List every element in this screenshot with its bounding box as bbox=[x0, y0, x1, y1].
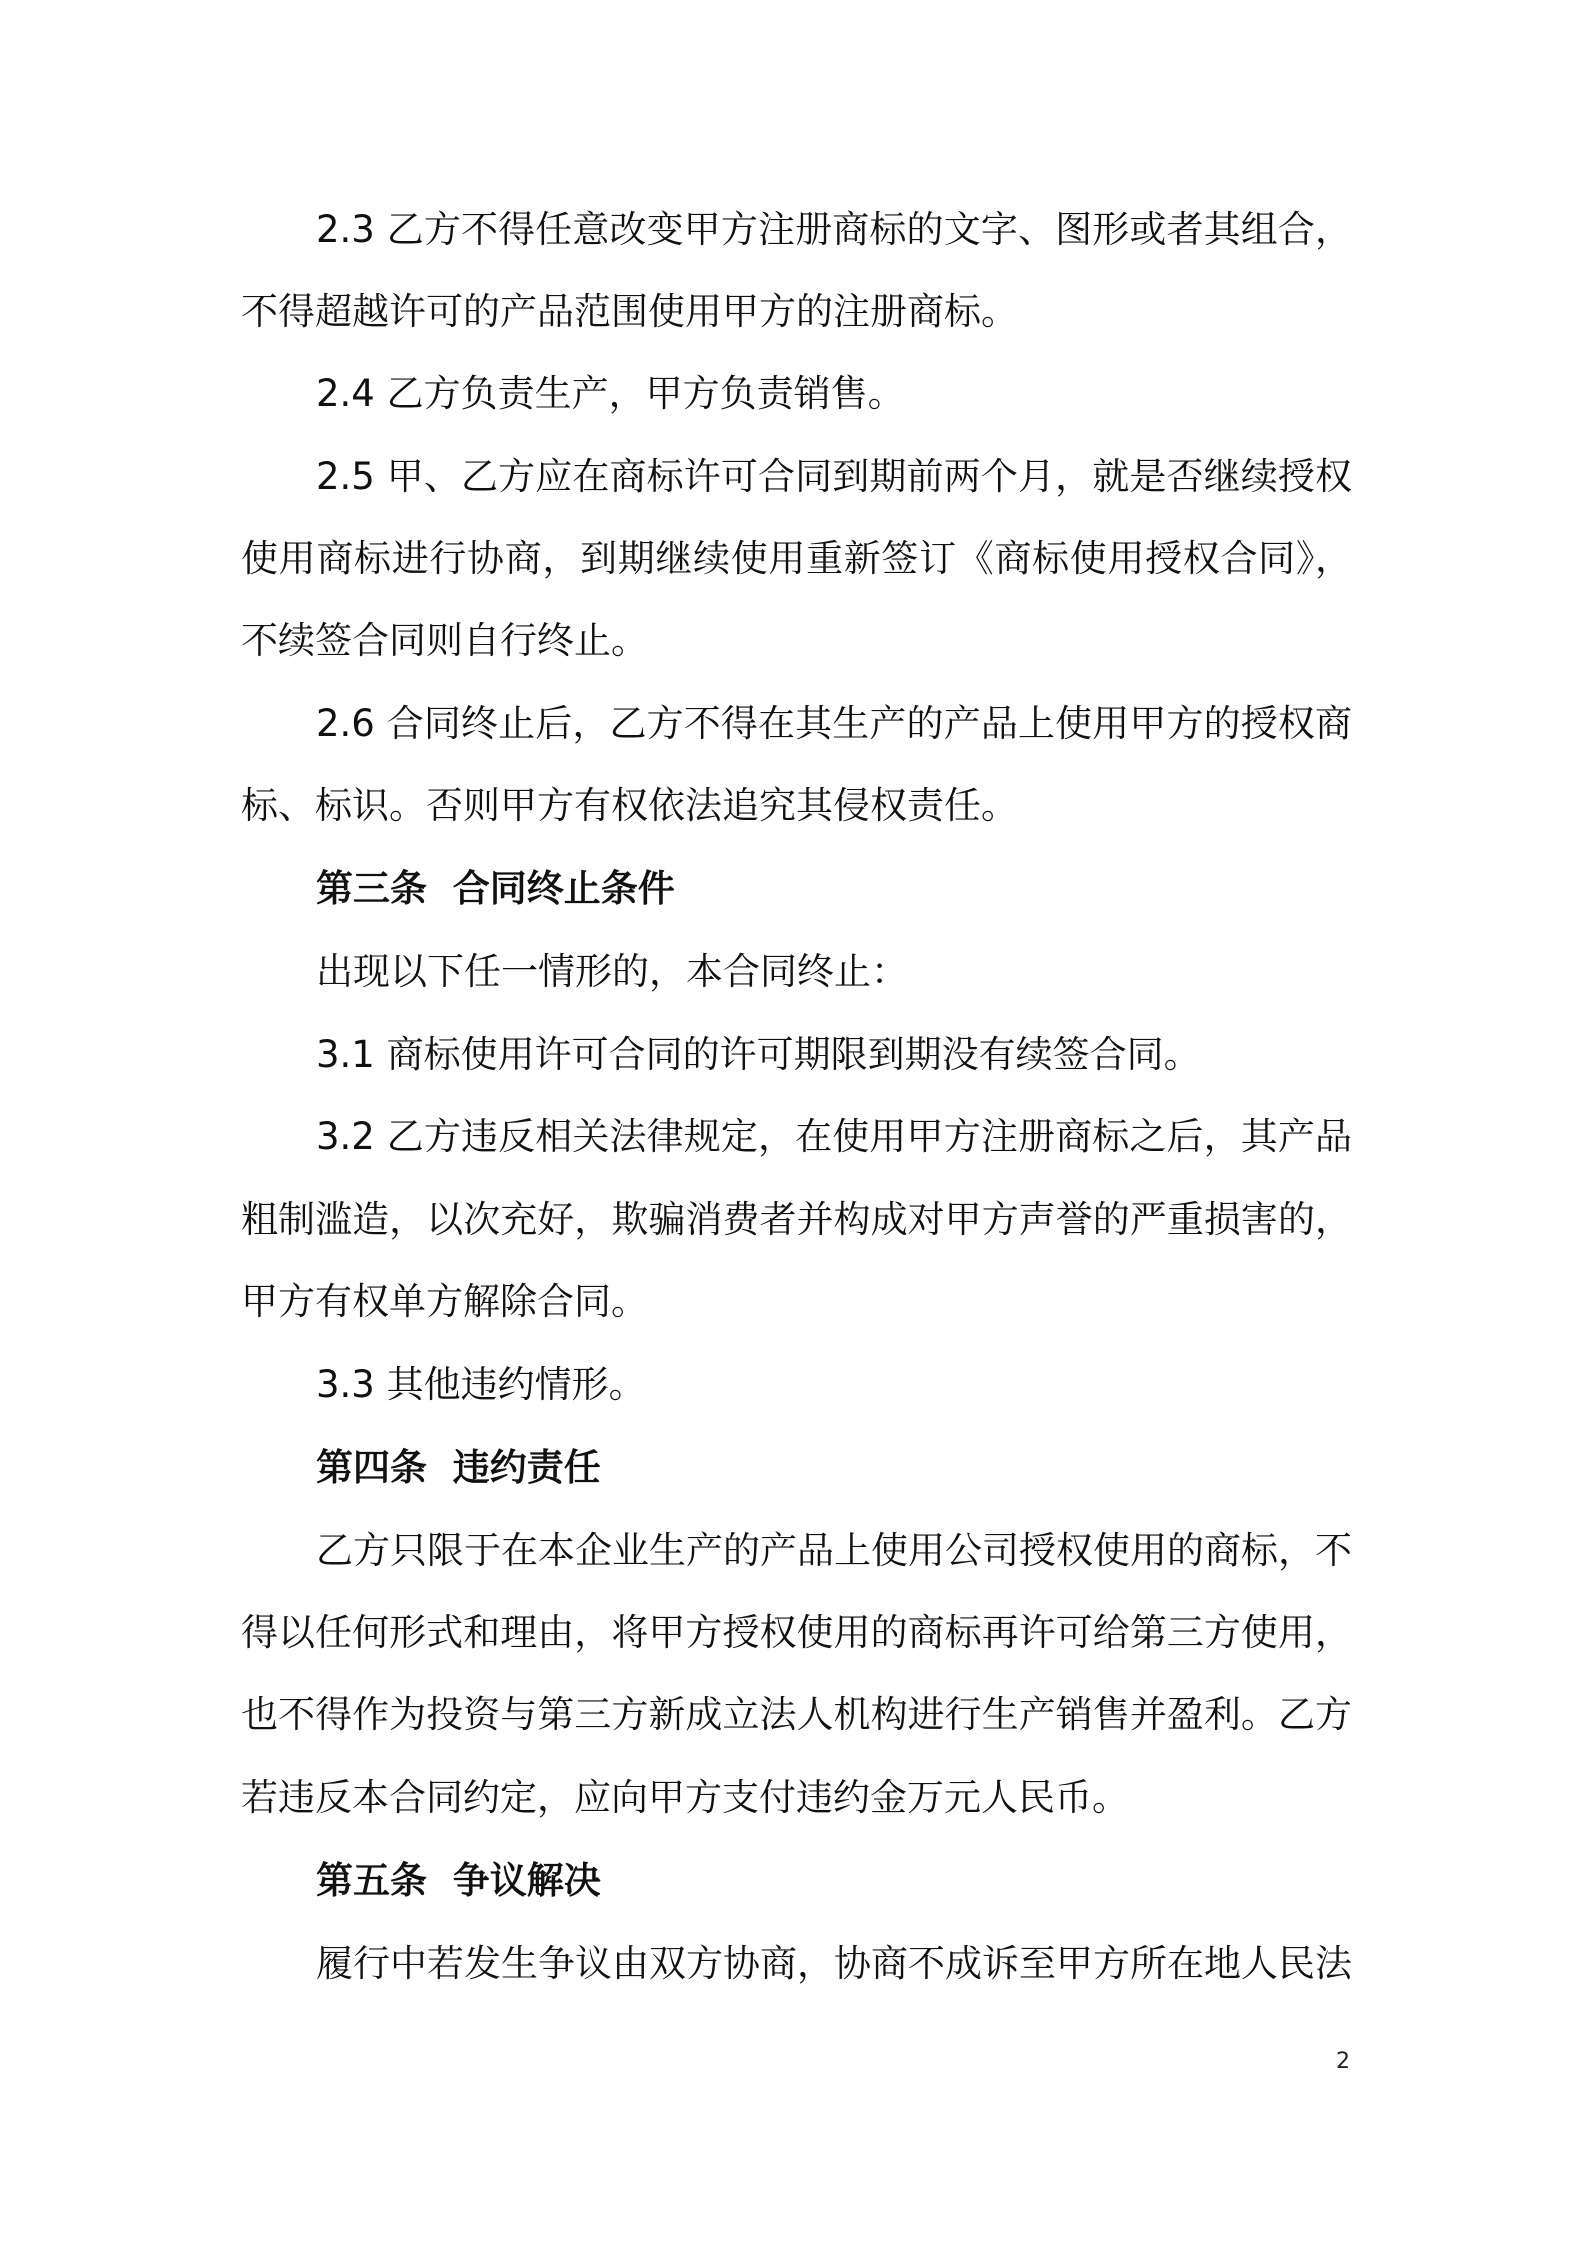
text-span: 也不得作为投资与第三方新成立法人机构进行生产销售并盈利。乙方 bbox=[241, 1693, 1352, 1736]
text-span: 若违反本合同约定，应向甲方支付违约金万元人民币。 bbox=[241, 1776, 1129, 1819]
text-span: 甲方有权单方解除合同。 bbox=[241, 1280, 648, 1323]
text-span: 不续签合同则自行终止。 bbox=[241, 619, 648, 662]
text-span: 乙方只限于在本企业生产的产品上使用公司授权使用的商标，不 bbox=[316, 1529, 1352, 1572]
text-span: 粗制滥造，以次充好，欺骗消费者并构成对甲方声誉的严重损害的， bbox=[241, 1198, 1352, 1241]
text-line-3-1 bbox=[0, 1031, 1586, 1079]
text-line-2-5-b bbox=[0, 535, 1586, 583]
text-span: 2.6 合同终止后，乙方不得在其生产的产品上使用甲方的授权商 bbox=[316, 702, 1352, 745]
text-span: 2.4 乙方负责生产，甲方负责销售。 bbox=[316, 372, 905, 415]
page-number: 2 bbox=[1336, 2049, 1350, 2074]
text-line-4-a bbox=[0, 1527, 1586, 1575]
text-span: 3.2 乙方违反相关法律规定，在使用甲方注册商标之后，其产品 bbox=[316, 1115, 1352, 1158]
text-span: 出现以下任一情形的，本合同终止： bbox=[316, 950, 908, 993]
text-span: 标、标识。否则甲方有权依法追究其侵权责任。 bbox=[241, 784, 1018, 827]
text-span: 3.3 其他违约情形。 bbox=[316, 1363, 646, 1406]
text-line-2-5-c bbox=[0, 617, 1586, 665]
text-line-2-4 bbox=[0, 370, 1586, 418]
section-heading-5 bbox=[0, 1857, 1586, 1905]
section-heading-4 bbox=[0, 1444, 1586, 1492]
text-span: 2.3 乙方不得任意改变甲方注册商标的文字、图形或者其组合， bbox=[316, 208, 1352, 251]
text-line-2-3-a bbox=[0, 206, 1586, 254]
text-span: 使用商标进行协商，到期继续使用重新签订《商标使用授权合同》， bbox=[241, 537, 1352, 580]
text-span: 2.5 甲、乙方应在商标许可合同到期前两个月，就是否继续授权 bbox=[316, 455, 1352, 498]
text-line-4-d bbox=[0, 1774, 1586, 1822]
text-span: 第五条 争议解决 bbox=[316, 1859, 601, 1902]
text-line-3-3 bbox=[0, 1361, 1586, 1409]
section-heading-3 bbox=[0, 865, 1586, 913]
text-span: 不得超越许可的产品范围使用甲方的注册商标。 bbox=[241, 290, 1018, 333]
text-line-4-c bbox=[0, 1691, 1586, 1739]
text-line-2-6-b bbox=[0, 782, 1586, 830]
text-line-2-6-a bbox=[0, 700, 1586, 748]
text-span: 得以任何形式和理由，将甲方授权使用的商标再许可给第三方使用， bbox=[241, 1611, 1352, 1654]
text-line-3-2-a bbox=[0, 1113, 1586, 1161]
text-line-2-5-a bbox=[0, 453, 1586, 501]
text-line-5-a bbox=[0, 1940, 1586, 1988]
text-span: 第四条 违约责任 bbox=[316, 1446, 601, 1489]
text-line-3-intro bbox=[0, 948, 1586, 996]
text-span: 3.1 商标使用许可合同的许可期限到期没有续签合同。 bbox=[316, 1033, 1201, 1076]
text-line-3-2-b bbox=[0, 1196, 1586, 1244]
text-line-3-2-c bbox=[0, 1278, 1586, 1326]
text-line-2-3-b bbox=[0, 288, 1586, 336]
text-line-4-b bbox=[0, 1609, 1586, 1657]
text-span: 第三条 合同终止条件 bbox=[316, 867, 675, 910]
text-span: 履行中若发生争议由双方协商，协商不成诉至甲方所在地人民法 bbox=[316, 1942, 1352, 1985]
